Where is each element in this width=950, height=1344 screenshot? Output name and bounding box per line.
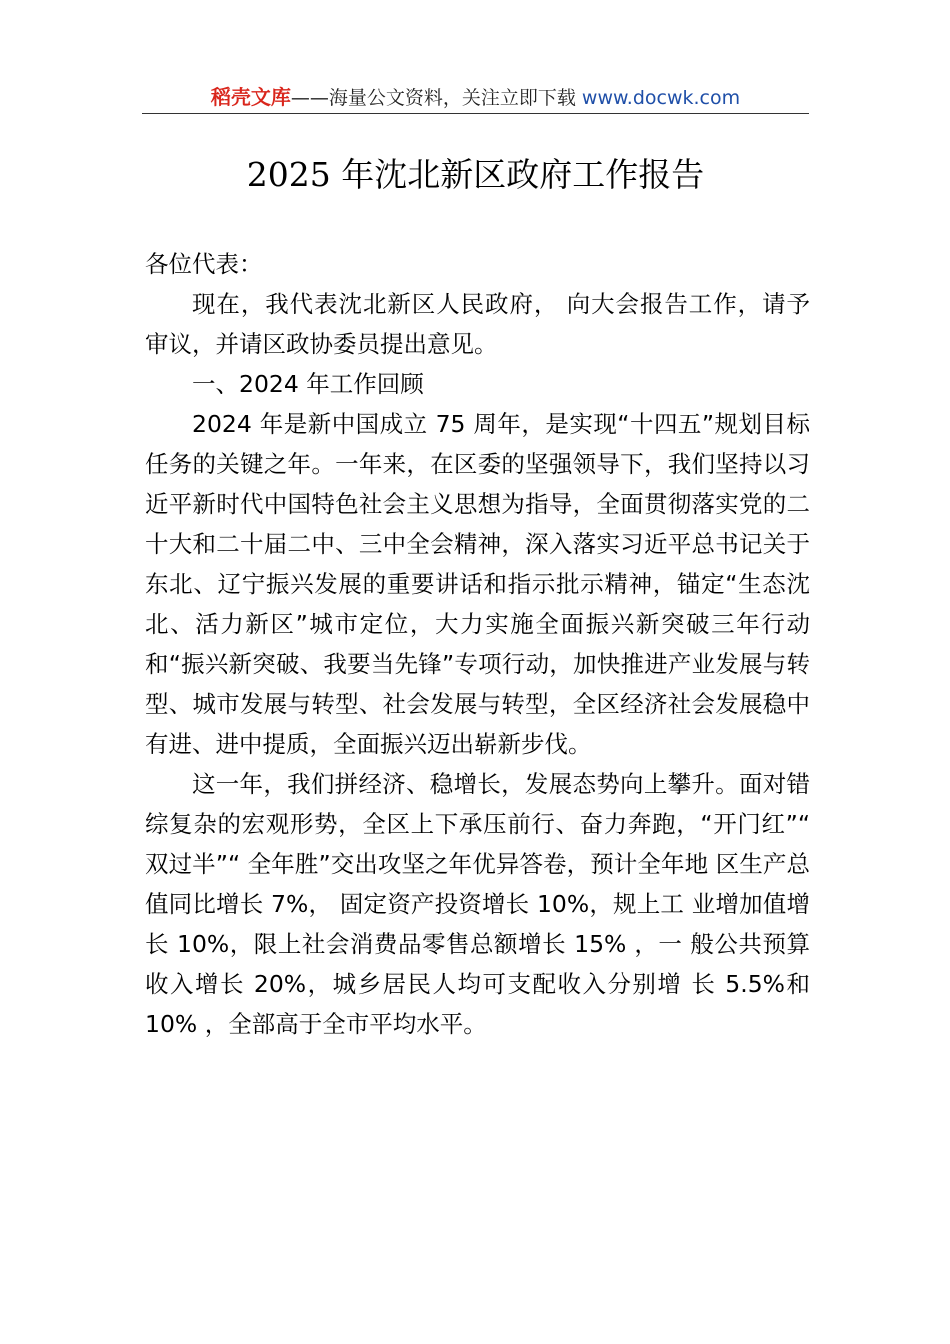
header-url-link[interactable]: www.docwk.com <box>581 87 741 109</box>
salutation: 各位代表： <box>145 250 263 278</box>
page-header <box>142 82 809 114</box>
header-tagline: ——海量公文资料，关注立即下载 <box>290 87 582 109</box>
body-paragraph-1: 2024 年是新中国成立 75 周年，是实现“十四五”规划目标任务的关键之年。一年来，在区委的坚强领导下，我们坚持以习近平新时代中国特色社会主义思想为指导，全面贯彻落实党的二十大和二十届二中、三中全会精神，深入落实习近平总书记关于东北、辽宁振兴发展的重要讲话和指示批示精神，锚定“生态沈北、活力新区”城市定位，大力实施全面振兴新突破三年行动和“振兴新突破、我要当先锋”专项行动，加快推进产业发展与转型、城市发展与转型、社会发展与转型，全区经济社会发展稳中有进、进中提质，全面振兴迈出崭新步伐。 <box>145 410 810 758</box>
intro-paragraph: 现在，我代表沈北新区人民政府， 向大会报告工作，请予审议，并请区政协委员提出意见。 <box>145 290 810 358</box>
header-divider <box>142 113 809 114</box>
document-title: 2025 年沈北新区政府工作报告 <box>246 155 705 194</box>
section-heading: 一、2024 年工作回顾 <box>192 370 424 398</box>
brand-logo-text: 稻壳文库 <box>210 85 291 109</box>
body-paragraph-2: 这一年，我们拼经济、稳增长，发展态势向上攀升。面对错综复杂的宏观形势，全区上下承压前行、奋力奔跑，“开门红”“ 双过半”“ 全年胜”交出攻坚之年优异答卷，预计全年地 区生产总值同比增长 7%， 固定资产投资增长 10%，规上工 业增加值增长 10%，限上社会消费品零售总额增长 15% ，一 般公共预算收入增长 20%，城乡居民人均可支配收入分别增 长 5.5%和 10% ，全部高于全市平均水平。 <box>145 770 810 1038</box>
document-body <box>145 244 810 1044</box>
